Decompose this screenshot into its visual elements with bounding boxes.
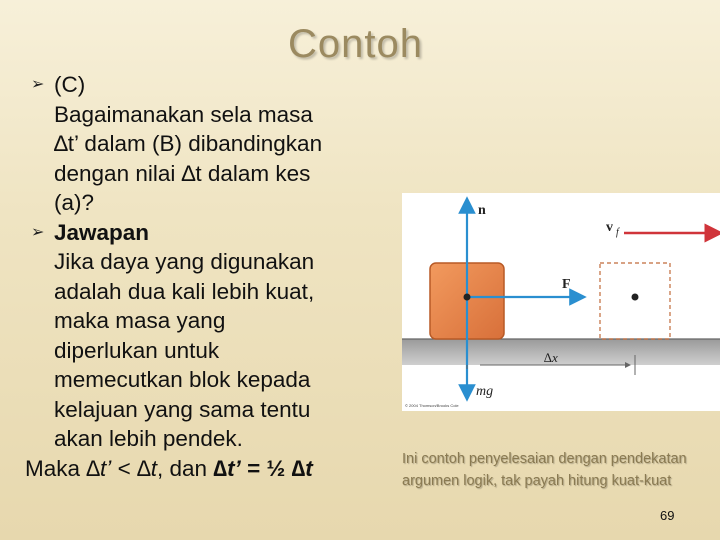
floor-surface [402, 339, 720, 365]
caption: Ini contoh penyelesaian dengan pendekatan argumen logik, tak payah hitung kuat-kuat [402, 451, 687, 489]
page-number: 69 [660, 508, 675, 523]
question-line: Bagaimanakan sela masa [54, 101, 313, 127]
answer-line: kelajuan yang sama tentu [54, 396, 311, 422]
slide-content [0, 70, 405, 483]
question-line: dengan nilai ∆t dalam kes [54, 160, 311, 186]
bullet-answer [0, 218, 405, 248]
answer-line: diperlukan untuk [54, 337, 220, 363]
answer-line: memecutkan blok kepada [54, 367, 311, 392]
bullet-answer-label: Jawapan [54, 219, 150, 245]
bullet-arrow-icon: ➢ [31, 223, 45, 241]
physics-diagram [402, 193, 720, 411]
figure-credit: © 2004 Thomson/Brooks Cole [405, 403, 459, 408]
label-vf-sub: f [616, 227, 619, 238]
block-final [600, 263, 670, 339]
label-mg: mg [476, 384, 494, 399]
bullet-question [0, 70, 405, 100]
bullet-question-label: (C) [54, 72, 86, 97]
label-F: F [562, 277, 571, 292]
answer-line: adalah dua kali lebih kuat, [54, 278, 315, 304]
answer-line: akan lebih pendek. [54, 426, 243, 451]
label-vf: v [606, 220, 613, 235]
slide-title: Contoh [288, 22, 423, 66]
bullet-arrow-icon: ➢ [31, 76, 45, 93]
conclusion-line: Maka ∆t’ < ∆t, dan ∆t’ = ½ ∆t [25, 455, 313, 481]
label-n: n [478, 203, 486, 218]
answer-line: maka masa yang [54, 308, 226, 333]
label-dx: ∆x [544, 350, 558, 365]
answer-line: Jika daya yang digunakan [54, 249, 315, 274]
question-line: ∆t’ dalam (B) dibandingkan [54, 131, 323, 156]
question-line: (a)? [54, 190, 95, 215]
